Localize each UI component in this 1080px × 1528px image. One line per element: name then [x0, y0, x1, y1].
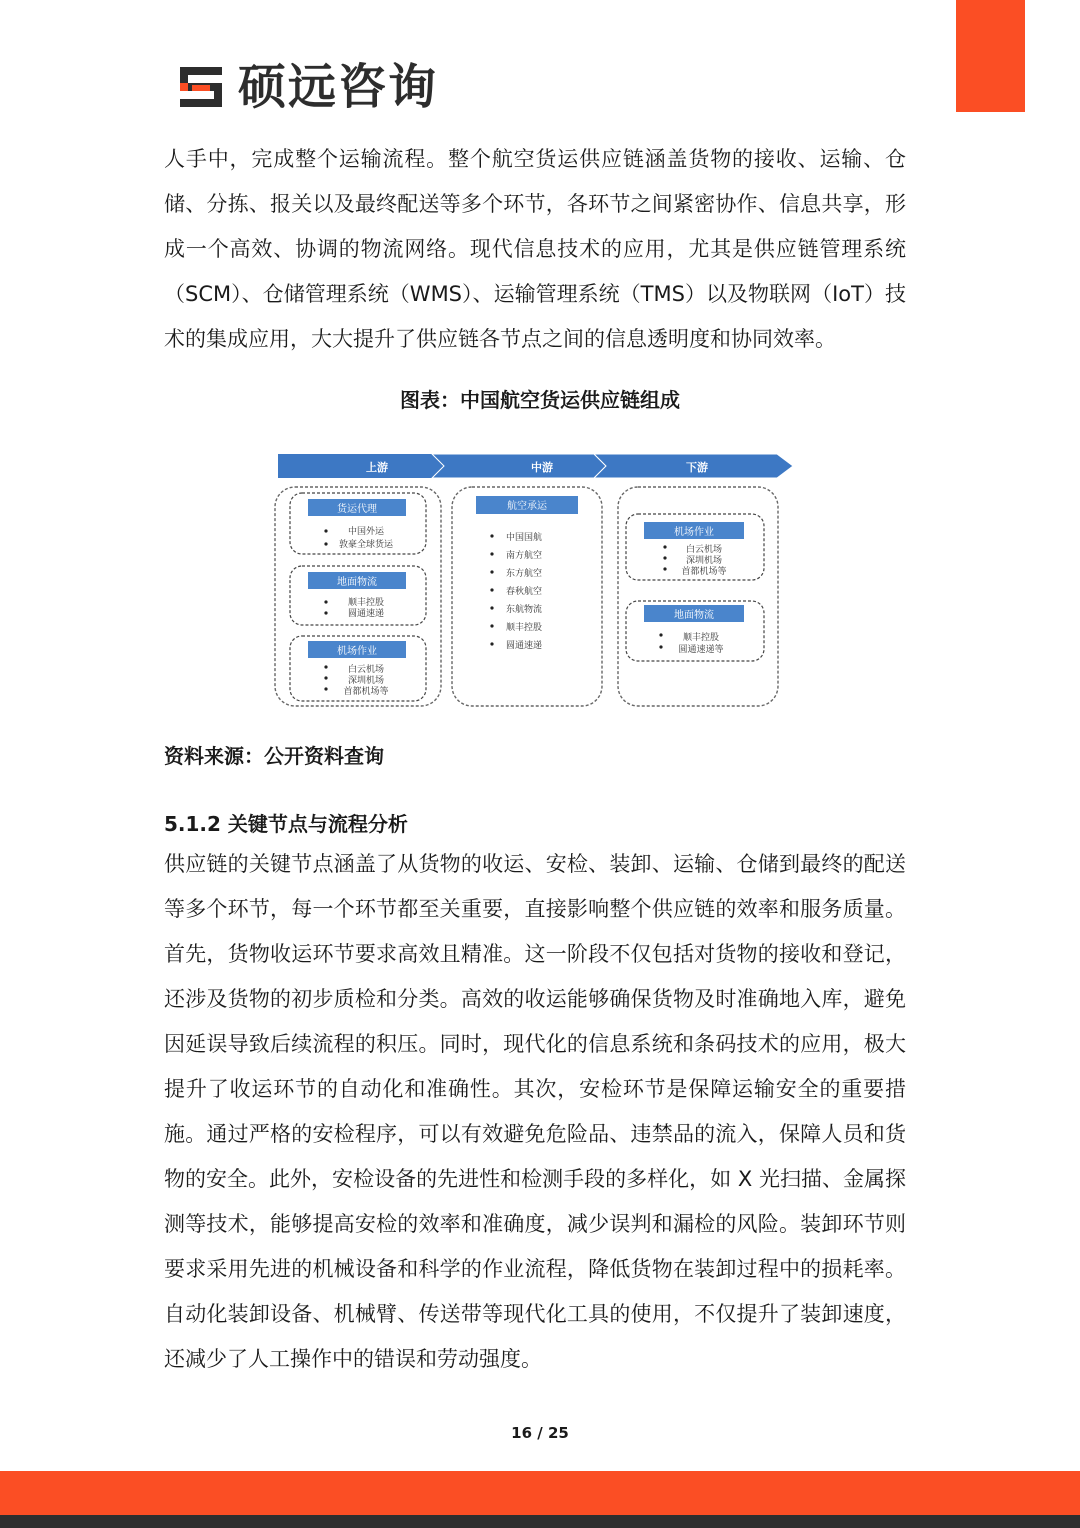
company-item: 首都机场等 [681, 567, 727, 577]
stage-arrow-midstream [432, 454, 606, 478]
source-note: 资料来源：公开资料查询 [164, 744, 384, 768]
brand-s-logo-icon [176, 65, 226, 109]
group-label: 地面物流 [337, 577, 377, 588]
company-item: 东方航空 [506, 569, 543, 579]
company-item: 南方航空 [506, 551, 543, 561]
company-item: 圆通速递 [506, 641, 543, 651]
stage-arrow-upstream [278, 454, 444, 478]
company-item: 敦豪全球货运 [338, 540, 394, 550]
corner-accent-tab [956, 0, 1025, 112]
downstream-column [618, 487, 778, 706]
group-label: 货运代理 [337, 504, 377, 515]
stage-label: 上游 [366, 461, 388, 474]
brand-logo [176, 59, 439, 115]
footer-accent-bar [0, 1471, 1080, 1515]
section-heading: 5.1.2 关键节点与流程分析 [164, 812, 408, 836]
footer-dark-strip [0, 1515, 1080, 1528]
page-number: 16 / 25 [511, 1424, 569, 1442]
company-item: 白云机场 [685, 545, 723, 555]
company-item: 顺丰控股 [347, 598, 385, 608]
body-paragraph: 人手中，完成整个运输流程。整个航空货运供应链涵盖货物的接收、运输、仓储、分拣、报关以及最终配送等多个环节，各环节之间紧密协作、信息共享，形成一个高效、协调的物流网络。现代信息技术的应用，尤其是供应链管理系统（SCM）、仓储管理系统（WMS）、运输管理系统（TMS）以及物联网（IoT）技术的集成应用，大大提升了供应链各节点之间的信息透明度和协同效率。 [164, 147, 906, 351]
company-item: 顺丰控股 [682, 633, 720, 643]
company-item: 春秋航空 [506, 587, 543, 597]
figure-title: 图表：中国航空货运供应链组成 [400, 388, 680, 412]
company-item: 白云机场 [347, 665, 385, 675]
stage-label: 下游 [686, 461, 708, 474]
company-item: 深圳机场 [685, 556, 723, 566]
company-item: 中国外运 [347, 527, 385, 537]
brand-name: 硕远咨询 [238, 59, 439, 115]
group-label: 机场作业 [674, 527, 714, 538]
company-item: 深圳机场 [347, 676, 385, 686]
group-label: 航空承运 [507, 501, 547, 512]
group-label: 机场作业 [337, 646, 377, 657]
company-item: 圆通速递等 [678, 645, 724, 655]
company-item: 顺丰控股 [506, 623, 543, 633]
body-paragraph: 供应链的关键节点涵盖了从货物的收运、安检、装卸、运输、仓储到最终的配送等多个环节，每一个环节都至关重要，直接影响整个供应链的效率和服务质量。首先，货物收运环节要求高效且精准。这一阶段不仅包括对货物的接收和登记，还涉及货物的初步质检和分类。高效的收运能够确保货物及时准确地入库，避免因延误导致后续流程的积压。同时，现代化的信息系统和条码技术的应用，极大提升了收运环节的自动化和准确性。其次，安检环节是保障运输安全的重要措施。通过严格的安检程序，可以有效避免危险品、违禁品的流入，保障人员和货物的安全。此外，安检设备的先进性和检测手段的多样化，如 X 光扫描、金属探测等技术，能够提高安检的效率和准确度，减少误判和漏检的风险。装卸环节则要求采用先进的机械设备和科学的作业流程，降低货物在装卸过程中的损耗率。自动化装卸设备、机械臂、传送带等现代化工具的使用，不仅提升了装卸速度，还减少了人工操作中的错误和劳动强度。 [164, 852, 906, 1371]
company-item: 中国国航 [506, 533, 543, 543]
company-item: 东航物流 [506, 605, 543, 615]
stage-label: 中游 [531, 461, 553, 474]
supply-chain-diagram [272, 450, 797, 712]
group-label: 地面物流 [674, 610, 714, 621]
company-item: 首都机场等 [343, 687, 389, 697]
company-item: 圆通速递 [347, 609, 385, 619]
